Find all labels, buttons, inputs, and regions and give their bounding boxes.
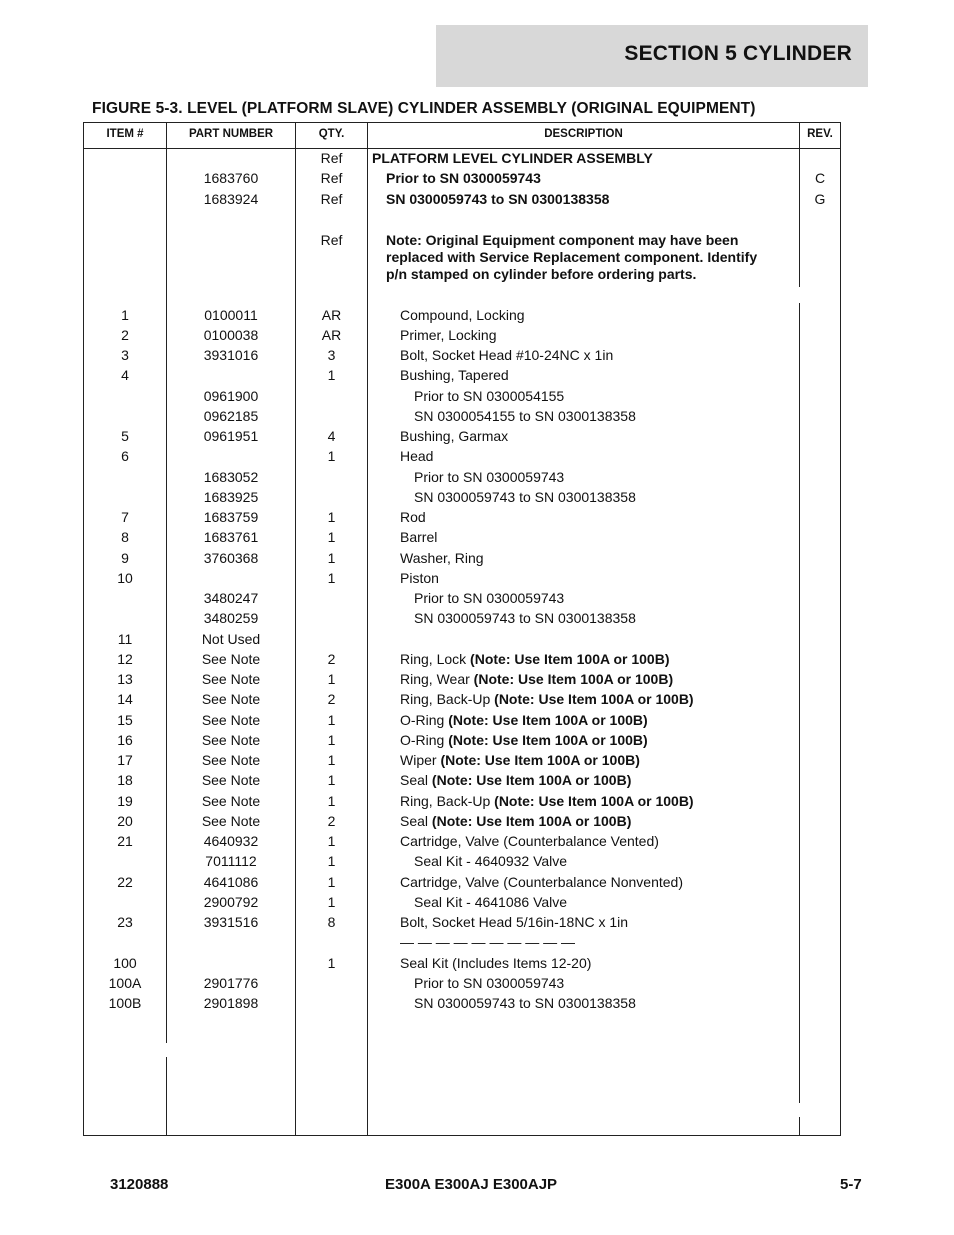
quantity: 1	[327, 873, 336, 890]
quantity: Ref	[320, 231, 343, 248]
item-number: 22	[117, 873, 133, 890]
description-text: Wiper	[400, 752, 441, 768]
description-text: Seal Kit (Includes Items 12-20)	[400, 954, 592, 971]
part-number: 4641086	[203, 873, 259, 890]
description-text: Bushing, Garmax	[400, 428, 509, 444]
footer-models: E300A E300AJ E300AJP	[385, 1176, 558, 1193]
description	[368, 691, 759, 708]
description	[368, 955, 759, 972]
description	[368, 448, 759, 465]
quantity: 1	[327, 772, 336, 789]
description	[368, 793, 759, 810]
description-note: (Note: Use Item 100A or 100B)	[431, 812, 632, 829]
item-number: 1	[121, 306, 129, 323]
item-number: 5	[121, 428, 129, 444]
quantity: 1	[327, 752, 336, 768]
item-number: 10	[117, 569, 133, 586]
table-header	[84, 123, 840, 149]
section-header-box	[436, 25, 868, 87]
description	[368, 232, 759, 283]
description	[368, 367, 759, 384]
part-number: 4640932	[203, 833, 259, 849]
description-text: O-Ring	[400, 731, 449, 748]
description	[368, 327, 759, 344]
column-divider-gap	[166, 1043, 167, 1057]
part-number: 3931516	[203, 914, 259, 930]
description-note: (Note: Use Item 100A or 100B)	[494, 792, 694, 809]
description	[368, 813, 759, 830]
description-text: Head	[400, 448, 434, 465]
item-number: 2	[121, 326, 129, 343]
part-number: 1683925	[203, 488, 259, 505]
description-text: Seal Kit - 4641086 Valve	[414, 893, 568, 910]
description-text: SN 0300059743 to SN 0300138358	[414, 610, 636, 627]
description-text: Ring, Back-Up	[400, 691, 495, 708]
item-number: 100B	[108, 995, 142, 1011]
description	[368, 610, 759, 627]
part-number: See Note	[201, 752, 261, 768]
quantity: Ref	[320, 150, 343, 166]
part-number: See Note	[201, 711, 261, 728]
quantity: 1	[327, 792, 336, 809]
item-number: 21	[117, 833, 133, 849]
description	[368, 529, 759, 546]
part-number: See Note	[201, 731, 261, 748]
quantity: Ref	[320, 190, 343, 207]
column-divider-gap	[799, 1103, 800, 1117]
revision: G	[814, 190, 826, 207]
description-note: (Note: Use Item 100A or 100B)	[494, 691, 694, 708]
description-text: Primer, Locking	[400, 326, 497, 343]
quantity: 1	[327, 549, 336, 566]
part-number: 3760368	[203, 549, 259, 566]
description	[368, 671, 759, 688]
part-number: 1683759	[203, 509, 259, 525]
description	[368, 590, 759, 607]
description-note: (Note: Use Item 100A or 100B)	[448, 731, 648, 748]
description-text: Bolt, Socket Head 5/16in-18NC x 1in	[400, 914, 629, 930]
description-text: Washer, Ring	[400, 549, 484, 566]
description	[368, 489, 759, 506]
item-number: 14	[117, 691, 133, 708]
revision: C	[814, 170, 826, 187]
part-number: 2900792	[203, 893, 259, 910]
description-note: (Note: Use Item 100A or 100B)	[440, 752, 640, 768]
description	[368, 833, 759, 850]
quantity: 1	[327, 954, 336, 971]
quantity: 1	[327, 569, 336, 586]
quantity: 1	[327, 893, 336, 910]
quantity: 2	[327, 812, 336, 829]
quantity: 8	[327, 914, 336, 930]
part-number: See Note	[201, 691, 261, 708]
description-text: SN 0300059743 to SN 0300138358	[414, 488, 636, 505]
description	[368, 975, 759, 992]
header-item: ITEM #	[106, 128, 144, 140]
column-divider-gap	[799, 287, 800, 303]
item-number: 8	[121, 529, 129, 546]
description-note: (Note: Use Item 100A or 100B)	[431, 772, 632, 789]
item-number: 100A	[108, 974, 142, 991]
description	[368, 934, 759, 951]
parts-table	[83, 122, 841, 1136]
description-note: (Note: Use Item 100A or 100B)	[470, 650, 670, 667]
part-number: See Note	[201, 772, 261, 789]
description-text: SN 0300059743 to SN 0300138358	[414, 995, 636, 1011]
part-number: 3480247	[203, 590, 259, 606]
description	[368, 712, 759, 729]
figure-title: FIGURE 5-3. LEVEL (PLATFORM SLAVE) CYLINDER ASSEMBLY (ORIGINAL EQUIPMENT)	[92, 100, 756, 117]
description-text: O-Ring	[400, 711, 449, 728]
description-text: SN 0300059743 to SN 0300138358	[386, 190, 610, 207]
description-text: Seal	[400, 812, 432, 829]
quantity: AR	[321, 306, 342, 323]
quantity: 1	[327, 731, 336, 748]
footer-page-number: 5-7	[840, 1176, 862, 1193]
description-text: Ring, Lock	[400, 650, 471, 667]
item-number: 19	[117, 792, 133, 809]
part-number: See Note	[201, 812, 261, 829]
part-number: 7011112	[205, 853, 257, 870]
part-number: See Note	[201, 671, 261, 687]
item-number: 11	[117, 630, 133, 647]
description-text: SN 0300054155 to SN 0300138358	[414, 407, 636, 424]
description	[368, 853, 759, 870]
part-number: 3480259	[203, 610, 259, 627]
column-divider	[799, 123, 800, 1135]
description	[368, 307, 759, 324]
part-number: 0961900	[203, 387, 259, 404]
description	[368, 874, 759, 891]
description-text: Note: Original Equipment component may have been replaced with Service Replacement component. Identify p/n stamped on cylinder before ordering parts.	[386, 231, 758, 282]
description-text: Prior to SN 0300059743	[414, 590, 565, 606]
quantity: 3	[327, 347, 336, 363]
header-qty: QTY.	[318, 128, 345, 140]
description	[368, 732, 759, 749]
description	[368, 570, 759, 587]
part-number: 3931016	[203, 347, 259, 363]
part-number: 2901898	[203, 995, 259, 1011]
part-number: 0961951	[203, 428, 259, 444]
description	[368, 347, 759, 364]
description-text: Prior to SN 0300059743	[414, 468, 565, 485]
description	[368, 469, 759, 486]
section-title: SECTION 5 CYLINDER	[624, 42, 852, 65]
item-number: 4	[121, 367, 129, 384]
description	[368, 191, 759, 208]
description	[368, 550, 759, 567]
description-text: Cartridge, Valve (Counterbalance Vented)	[400, 833, 659, 849]
description-text: — — — — — — — — — —	[400, 934, 576, 951]
description	[368, 651, 759, 668]
part-number: 1683760	[203, 170, 259, 187]
part-number: See Note	[201, 792, 261, 809]
description-text: Ring, Back-Up	[400, 792, 495, 809]
item-number: 9	[121, 549, 129, 566]
item-number: 12	[117, 650, 133, 667]
item-number: 17	[117, 752, 133, 768]
description-text: Bolt, Socket Head #10-24NC x 1in	[400, 347, 614, 363]
description-text: Seal	[400, 772, 432, 789]
item-number: 20	[117, 812, 133, 829]
description	[368, 894, 759, 911]
header-part-number: PART NUMBER	[188, 128, 274, 140]
part-number: 1683761	[203, 529, 259, 546]
part-number: 1683924	[203, 190, 259, 207]
item-number: 18	[117, 772, 133, 789]
footer-doc-number: 3120888	[110, 1176, 169, 1193]
description-text: Rod	[400, 509, 426, 525]
description-text: Cartridge, Valve (Counterbalance Nonvented)	[400, 873, 684, 890]
description	[368, 150, 759, 167]
quantity: 1	[327, 509, 336, 525]
quantity: 1	[327, 529, 336, 546]
quantity: 1	[327, 448, 336, 465]
quantity: 1	[327, 853, 336, 870]
part-number: Not Used	[201, 630, 261, 647]
quantity: 4	[327, 428, 336, 444]
header-rev: REV.	[807, 128, 833, 140]
description-text: Prior to SN 0300059743	[414, 974, 565, 991]
quantity: 2	[327, 691, 336, 708]
description	[368, 914, 759, 931]
item-number: 13	[117, 671, 133, 687]
quantity: Ref	[320, 170, 343, 187]
column-divider	[295, 123, 296, 1135]
description-text: Prior to SN 0300059743	[386, 170, 541, 187]
description	[368, 388, 759, 405]
quantity: 1	[327, 671, 336, 687]
description-text: Compound, Locking	[400, 306, 525, 323]
quantity: 1	[327, 833, 336, 849]
item-number: 6	[121, 448, 129, 465]
header-description: DESCRIPTION	[544, 128, 623, 140]
description-text: Bushing, Tapered	[400, 367, 509, 384]
description-text: Piston	[400, 569, 439, 586]
description-text: PLATFORM LEVEL CYLINDER ASSEMBLY	[372, 150, 653, 166]
item-number: 16	[117, 731, 133, 748]
description	[368, 170, 759, 187]
description-text: Seal Kit - 4640932 Valve	[414, 853, 568, 870]
part-number: See Note	[201, 650, 261, 667]
part-number: 1683052	[203, 468, 259, 485]
item-number: 23	[117, 914, 133, 930]
description-text: Ring, Wear	[400, 671, 474, 687]
item-number: 7	[121, 509, 129, 525]
description	[368, 408, 759, 425]
description	[368, 995, 759, 1012]
description-text: Prior to SN 0300054155	[414, 387, 565, 404]
description-note: (Note: Use Item 100A or 100B)	[473, 671, 674, 687]
quantity: AR	[321, 326, 342, 343]
part-number: 0100011	[204, 306, 258, 323]
item-number: 100	[113, 954, 137, 971]
part-number: 2901776	[203, 974, 259, 991]
description-text: Barrel	[400, 529, 438, 546]
item-number: 15	[117, 711, 133, 728]
quantity: 1	[327, 367, 336, 384]
part-number: 0962185	[203, 407, 259, 424]
description-note: (Note: Use Item 100A or 100B)	[448, 711, 648, 728]
part-number: 0100038	[203, 326, 259, 343]
item-number: 3	[121, 347, 129, 363]
description	[368, 509, 759, 526]
description	[368, 772, 759, 789]
quantity: 2	[327, 650, 336, 667]
description	[368, 428, 759, 445]
quantity: 1	[327, 711, 336, 728]
description	[368, 752, 759, 769]
